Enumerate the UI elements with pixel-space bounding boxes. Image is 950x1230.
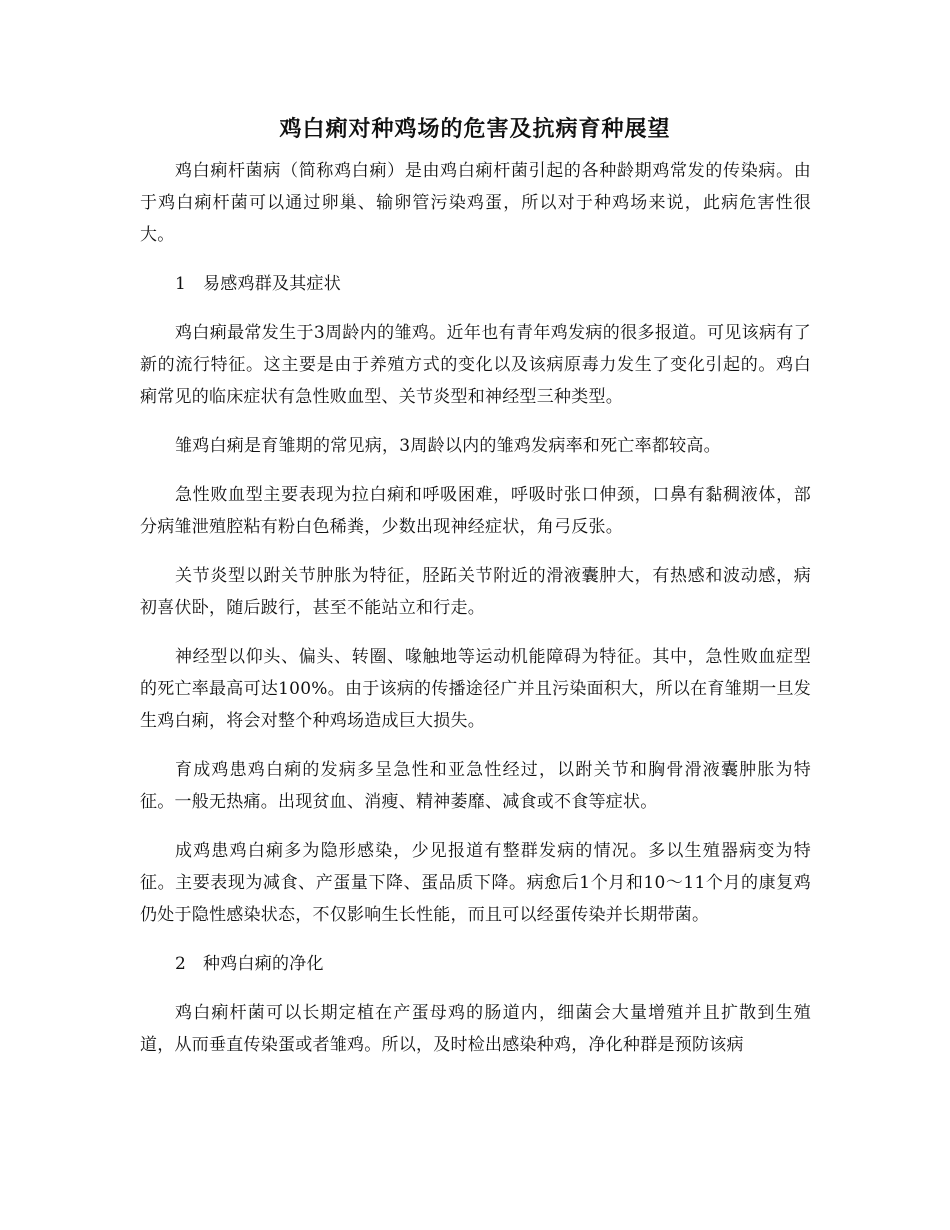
section-1-paragraph: 雏鸡白痢是育雏期的常见病，3周龄以内的雏鸡发病率和死亡率都较高。 xyxy=(175,436,721,456)
section-1-heading xyxy=(140,268,811,300)
section-1-paragraph: 急性败血型主要表现为拉白痢和呼吸困难，呼吸时张口伸颈，口鼻有黏稠液体，部分病雏泄殖腔粘有粉白色稀粪，少数出现神经症状，角弓反张。 xyxy=(140,485,811,537)
section-1-paragraph: 神经型以仰头、偏头、转圈、喙触地等运动机能障碍为特征。其中，急性败血症型的死亡率最高可达100%。由于该病的传播途径广并且污染面积大，所以在育雏期一旦发生鸡白痢，将会对整个种鸡场造成巨大损失。 xyxy=(140,647,811,731)
section-2-heading xyxy=(140,948,811,980)
section-1-paragraph: 育成鸡患鸡白痢的发病多呈急性和亚急性经过，以跗关节和胸骨滑液囊肿胀为特征。一般无热痛。出现贫血、消瘦、精神萎靡、减食或不食等症状。 xyxy=(140,760,811,812)
document-title: 鸡白痢对种鸡场的危害及抗病育种展望 xyxy=(279,116,671,142)
section-2-title: 种鸡白痢的净化 xyxy=(203,954,324,974)
section-1-title: 易感鸡群及其症状 xyxy=(203,274,341,294)
section-1-number: 1 xyxy=(175,274,187,294)
section-1-paragraph: 关节炎型以跗关节肿胀为特征，胫跖关节附近的滑液囊肿大，有热感和波动感，病初喜伏卧，随后跛行，甚至不能站立和行走。 xyxy=(140,566,811,618)
intro-paragraph: 鸡白痢杆菌病（简称鸡白痢）是由鸡白痢杆菌引起的各种龄期鸡常发的传染病。由于鸡白痢杆菌可以通过卵巢、输卵管污染鸡蛋，所以对于种鸡场来说，此病危害性很大。 xyxy=(140,161,811,245)
section-1-paragraph: 鸡白痢最常发生于3周龄内的雏鸡。近年也有青年鸡发病的很多报道。可见该病有了新的流行特征。这主要是由于养殖方式的变化以及该病原毒力发生了变化引起的。鸡白痢常见的临床症状有急性败血型、关节炎型和神经型三种类型。 xyxy=(140,323,811,407)
section-1-paragraph: 成鸡患鸡白痢多为隐形感染，少见报道有整群发病的情况。多以生殖器病变为特征。主要表现为减食、产蛋量下降、蛋品质下降。病愈后1个月和10～11个月的康复鸡仍处于隐性感染状态，不仅影响生长性能，而且可以经蛋传染并长期带菌。 xyxy=(140,841,811,925)
section-2-paragraph: 鸡白痢杆菌可以长期定植在产蛋母鸡的肠道内，细菌会大量增殖并且扩散到生殖道，从而垂直传染蛋或者雏鸡。所以，及时检出感染种鸡，净化种群是预防该病 xyxy=(140,1003,811,1055)
section-2-number: 2 xyxy=(175,954,187,974)
document-body xyxy=(140,155,811,1078)
